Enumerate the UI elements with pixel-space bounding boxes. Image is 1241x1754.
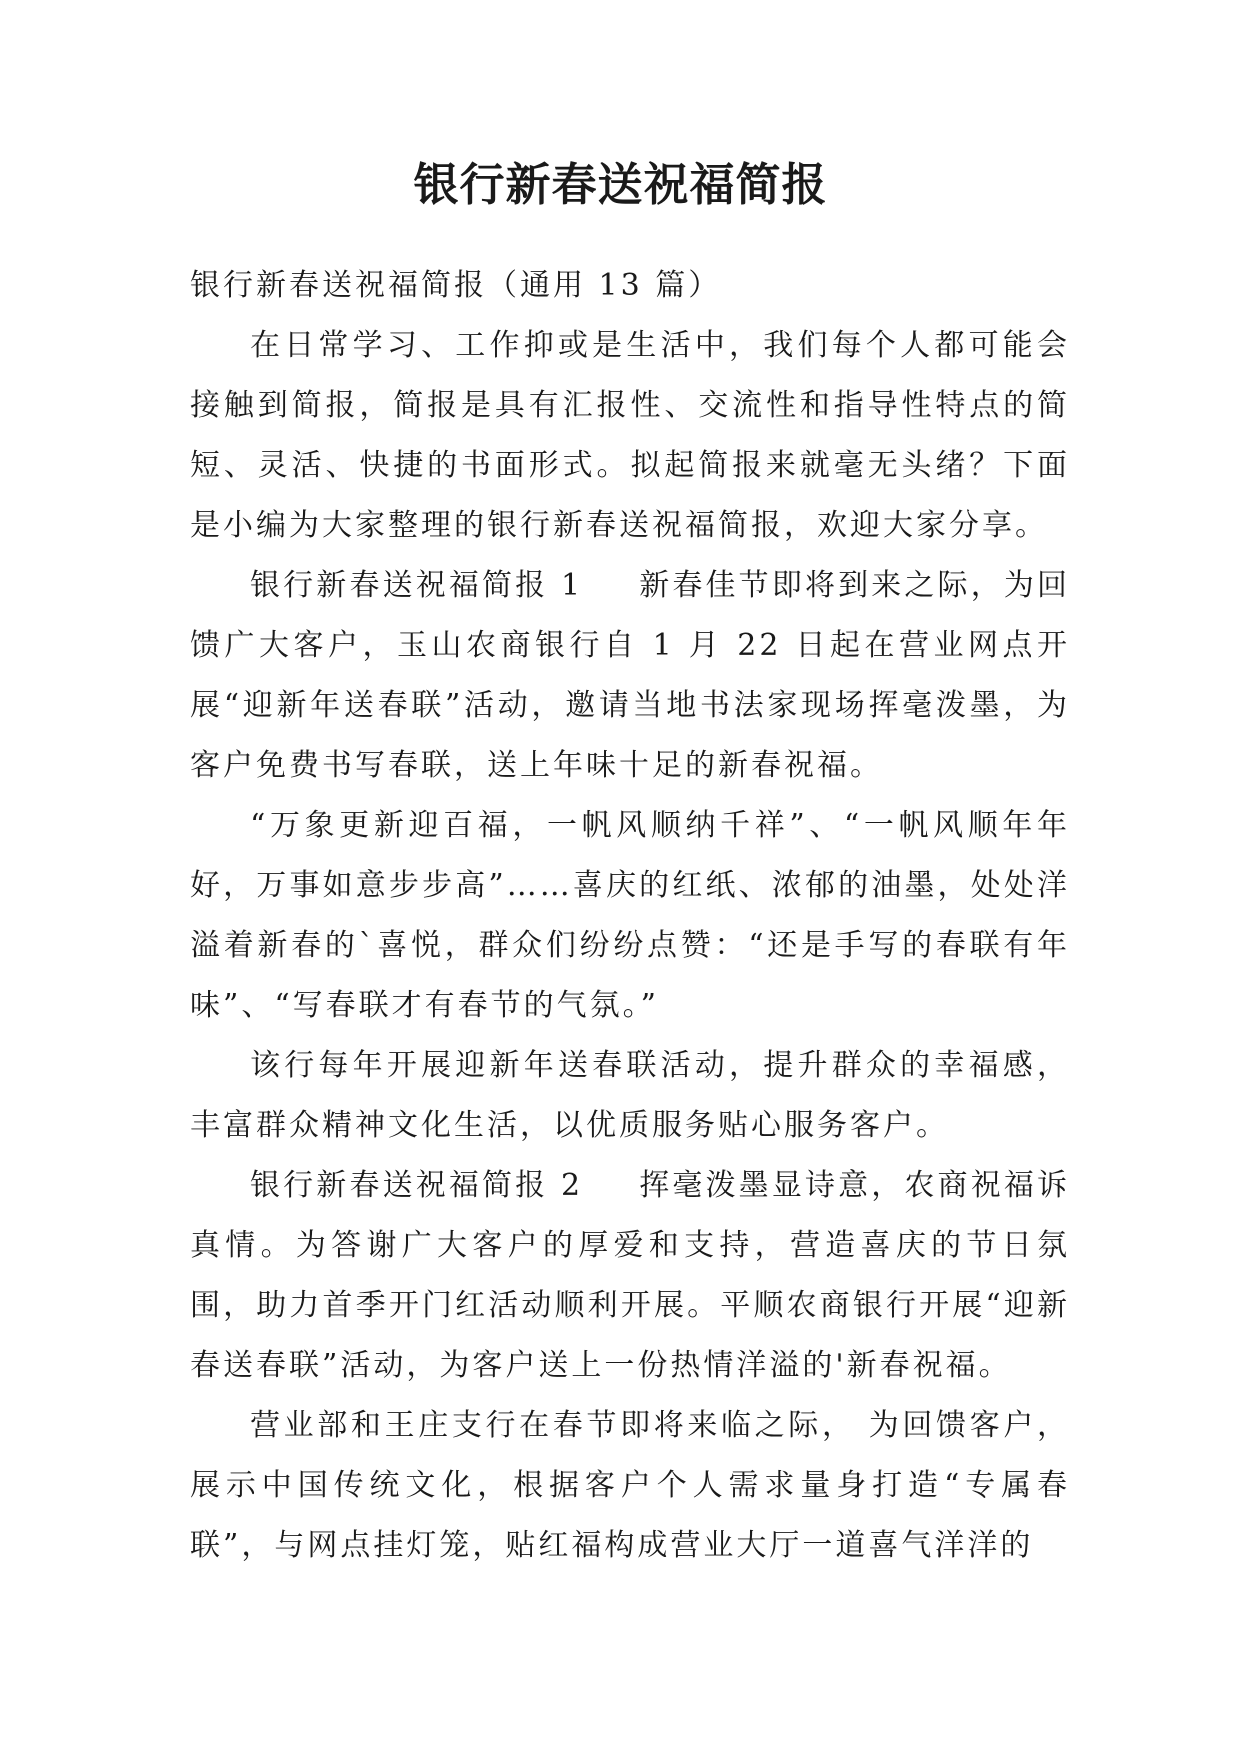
section-2-first-paragraph [190, 1156, 1070, 1396]
document-body [190, 256, 1070, 1576]
section-2-lead: 挥毫泼墨显诗意，农商祝福诉真情。为答谢广大客户的厚爱和支持，营造喜庆的节日氛围，助力首季开门红活动顺利开展。平顺农商银行开展“迎新春送春联”活动，为客户送上一份热情洋溢的'新春祝福。 [190, 1168, 1071, 1383]
document-title: 银行新春送祝福简报 [413, 158, 828, 211]
section-1-paragraph-3: 该行每年开展迎新年送春联活动，提升群众的幸福感，丰富群众精神文化生活，以优质服务贴心服务客户。 [190, 1048, 1070, 1143]
section-1-heading: 银行新春送祝福简报 1 [250, 568, 584, 603]
section-1-first-paragraph [190, 556, 1070, 796]
section-1-paragraph-2: “万象更新迎百福，一帆风顺纳千祥”、“一帆风顺年年好，万事如意步步高”……喜庆的红纸、浓郁的油墨，处处洋溢着新春的`喜悦，群众们纷纷点赞：“还是手写的春联有年味”、“写春联才有春节的气氛。” [190, 808, 1070, 1023]
section-2-paragraph-2: 营业部和王庄支行在春节即将来临之际， 为回馈客户，展示中国传统文化，根据客户个人需求量身打造“专属春联”，与网点挂灯笼，贴红福构成营业大厅一道喜气洋洋的 [190, 1408, 1070, 1563]
document-subtitle: 银行新春送祝福简报（通用 13 篇） [190, 268, 722, 303]
section-2-heading: 银行新春送祝福简报 2 [250, 1168, 584, 1203]
section-1-lead: 新春佳节即将到来之际，为回馈广大客户，玉山农商银行自 1 月 22 日起在营业网点开展“迎新年送春联”活动，邀请当地书法家现场挥毫泼墨，为客户免费书写春联，送上年味十足的新春祝福。 [190, 568, 1071, 783]
intro-paragraph: 在日常学习、工作抑或是生活中，我们每个人都可能会接触到简报，简报是具有汇报性、交流性和指导性特点的简短、灵活、快捷的书面形式。拟起简报来就毫无头绪？下面是小编为大家整理的银行新春送祝福简报，欢迎大家分享。 [190, 328, 1070, 543]
